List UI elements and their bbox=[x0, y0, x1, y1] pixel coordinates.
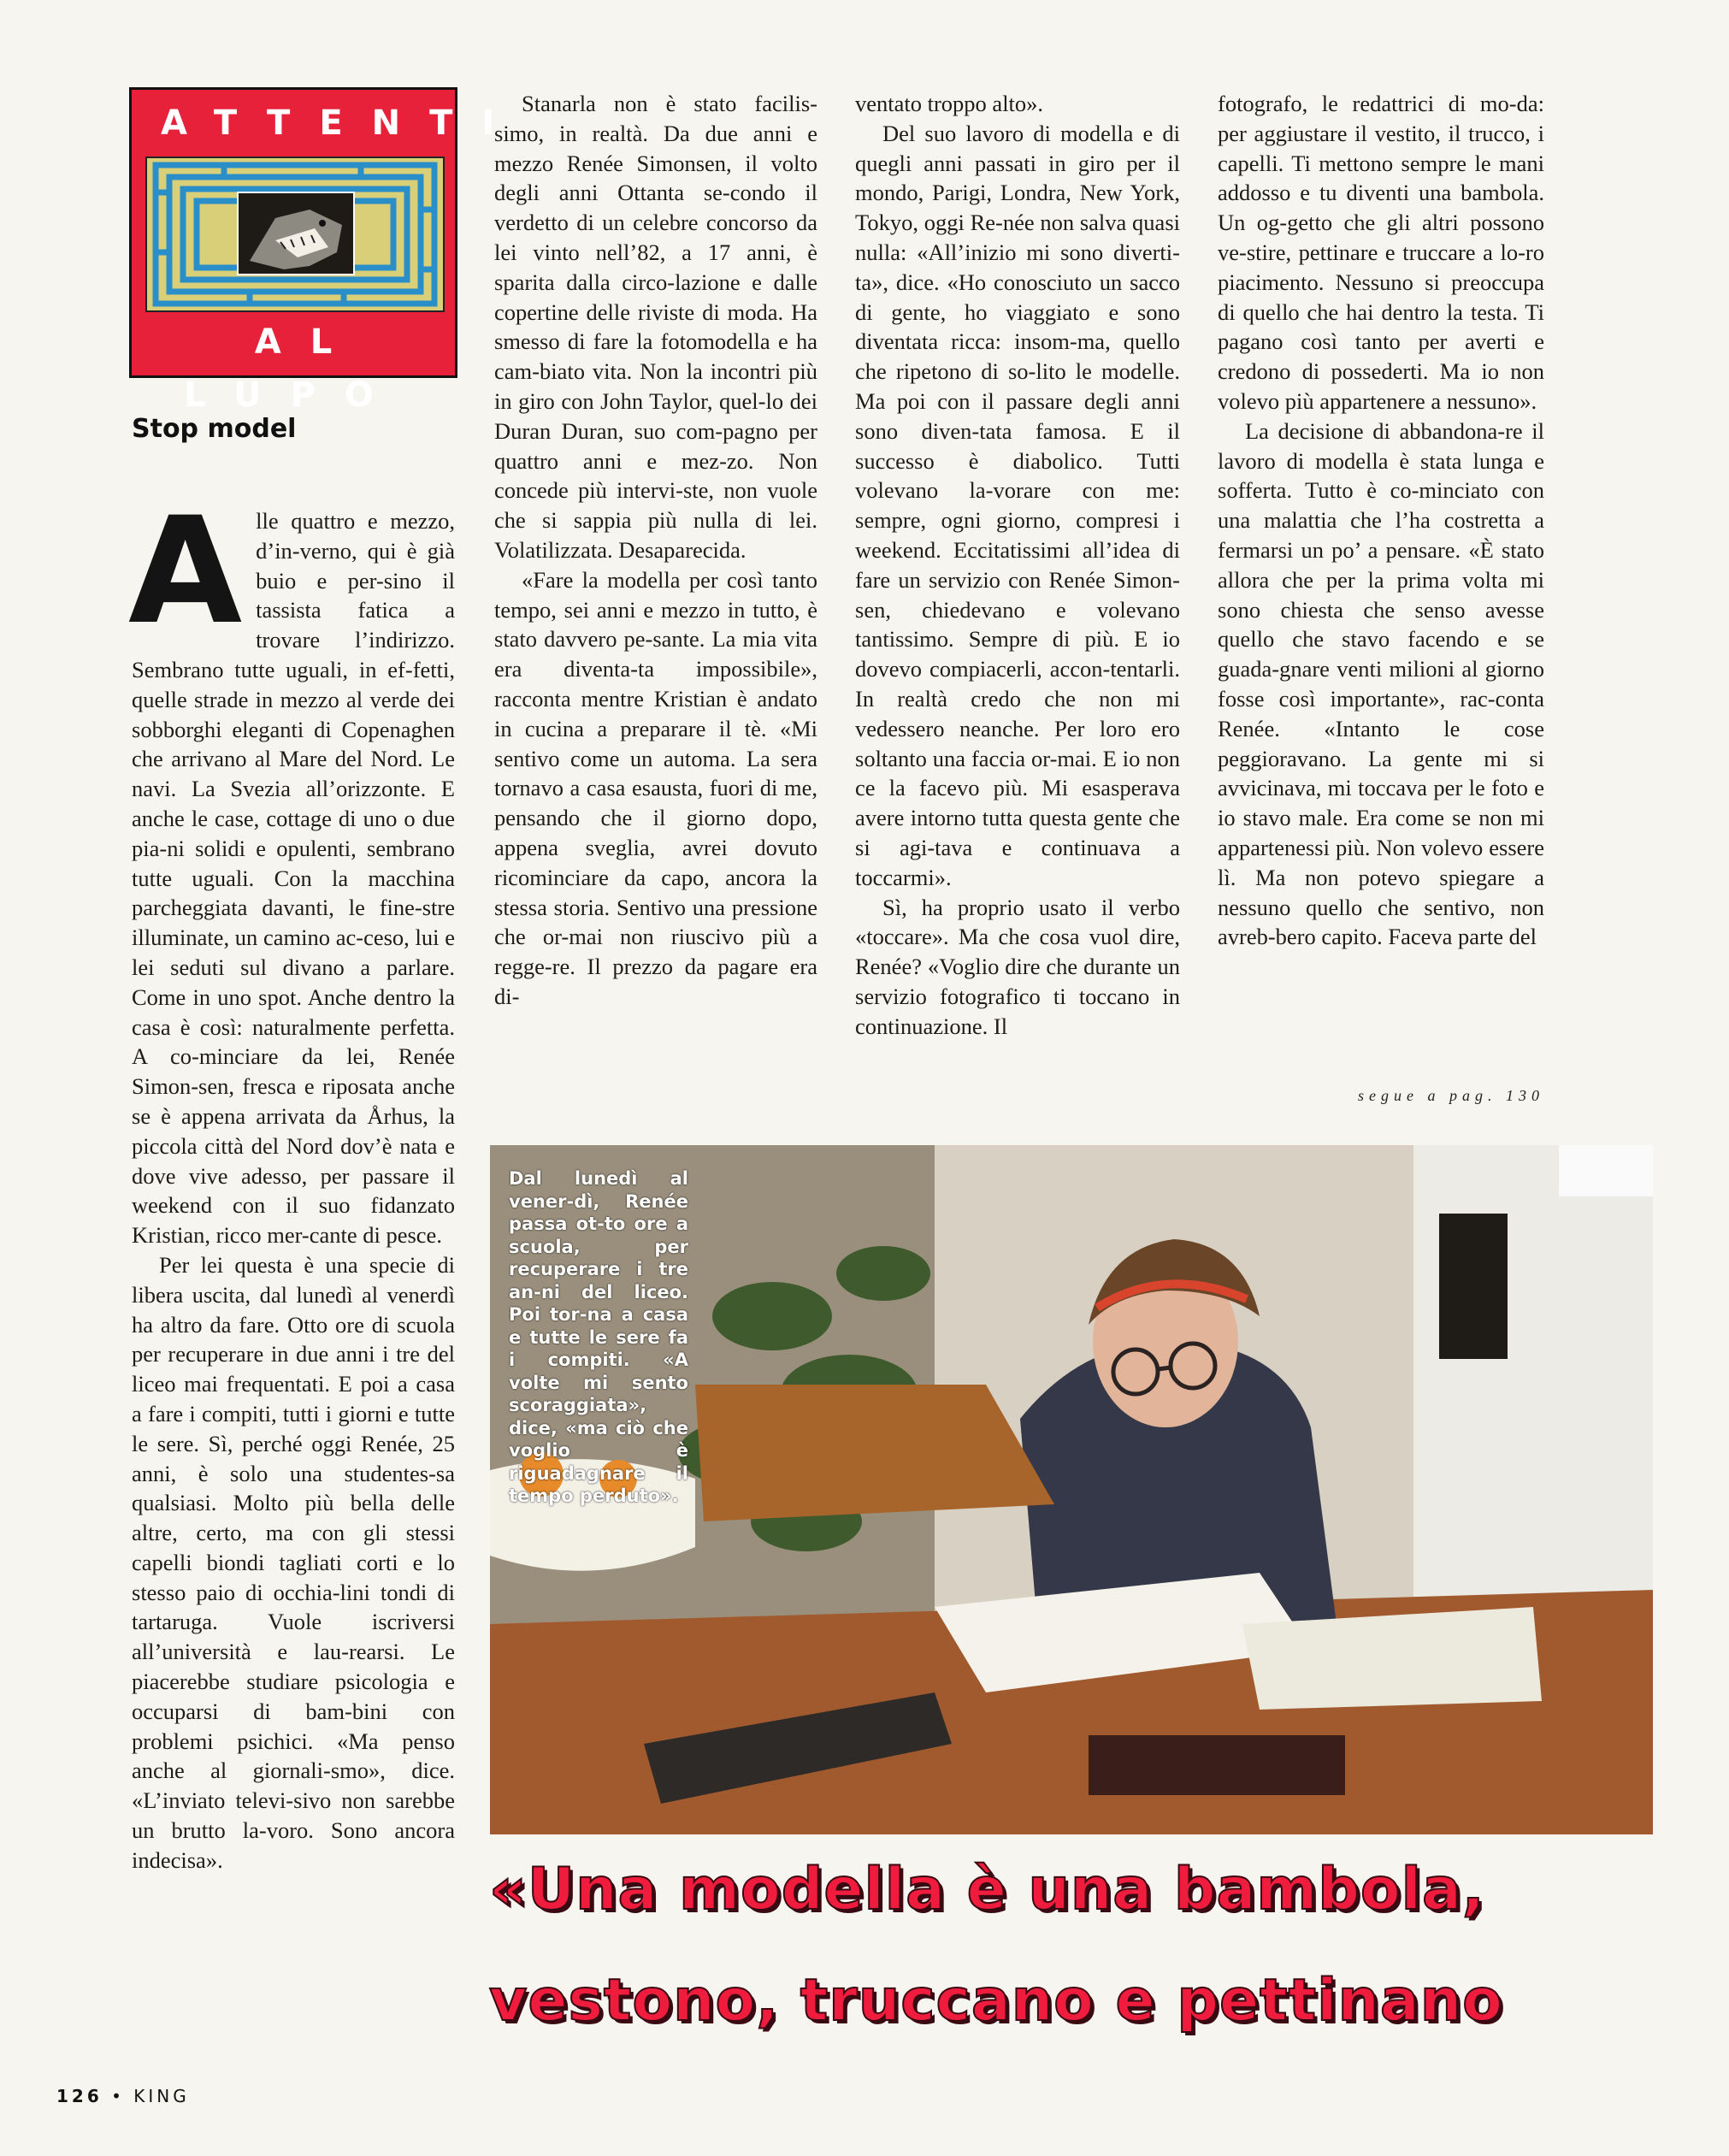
maze-illustration bbox=[145, 157, 445, 312]
page-folio bbox=[56, 2086, 190, 2106]
article-paragraph: ventato troppo alto». bbox=[855, 91, 1044, 116]
text-column-3 bbox=[855, 89, 1180, 1042]
rubric-title-top: ATTENTI bbox=[161, 103, 524, 143]
magazine-name: KING bbox=[133, 2086, 190, 2106]
article-subtitle: Stop model bbox=[132, 414, 297, 444]
article-paragraph: Stanarla non è stato facilis-simo, in realtà. Da due anni e mezzo Renée Simonsen, il volto degli anni Ottanta se-condo il verdetto di un celebre concorso da lei vinto nell’82, a 17 anni, è sparita dalla circo-lazione e dalle copertine delle riviste di moda. Ha smesso di fare la fotomodella e ha cam-biato vita. Non la incontri più in giro con John Taylor, quel-lo dei Duran Duran, suo com-pagno per quattro anni e mez-zo. Non concede più intervi-ste, non vuole che si sappia più nulla di lei. Volatilizzata. Desaparecida. bbox=[494, 91, 817, 563]
paragraph-text: lle quattro e mezzo, d’in-verno, qui è già buio e per-sino il tassista fatica a trovare l’indirizzo. Sembrano tutte uguali, in ef-fetti, quelle strade in mezzo al verde dei sobborghi eleganti di Copenaghen che arrivano al Mare del Nord. Le navi. La Svezia all’orizzonte. E anche le case, cottage di uno o due pia-ni solidi e opulenti, sembrano tutte uguali. Con la macchina parcheggiata davanti, le fine-stre illuminate, un camino ac-ceso, lui e lei seduti sul divano a parlare. Come in uno spot. Anche dentro la casa è così: naturalmente perfetta. A co-minciare da lei, Renée Simon-sen, fresca e riposata anche se è appena arrivata da Århus, la piccola città del Nord dov’è nata e dove vive adesso, per passare il weekend con il suo fidanzato Kristian, ricco mer-cante di pesce. bbox=[132, 508, 455, 1249]
photo-caption: Dal lunedì al vener-dì, Renée passa ot-to ore a scuola, per recuperare i tre an-ni del liceo. Poi tor-na a casa e tutte le sere fa i compiti. «A volte mi sento scoraggiata», dice, «ma ciò che voglio è riguadagnare il tempo perduto». bbox=[509, 1168, 688, 1506]
text-column-1 bbox=[128, 485, 455, 1875]
article-paragraph bbox=[128, 485, 455, 1250]
page-number: 126 bbox=[56, 2086, 103, 2106]
text-column-4 bbox=[1218, 89, 1544, 952]
article-paragraph: La decisione di abbandona-re il lavoro di modella è stata lunga e sofferta. Tutto è co-minciato con una malattia che l’ha costretta a fermarsi un po’ a pensare. «È stato allora che per la prima volta mi sono chiesta che senso avesse quello che stavo facendo e se guada-gnare venti milioni al giorno fosse così importante», rac-conta Renée. «Intanto le cose peggioravano. La gente mi si avvicinava, mi toccava per le foto e io stavo male. Era come se non mi appartenessi più. Non volevo essere lì. Ma non potevo spiegare a nessuno quello che sentivo, non avreb-bero capito. Faceva parte del bbox=[1218, 417, 1544, 950]
article-paragraph: «Fare la modella per così tanto tempo, sei anni e mezzo in tutto, è stato davvero pe-sante. La mia vita era diventa-ta impossibile», racconta mentre Kristian è andato in cucina a preparare il tè. «Mi sentivo come un automa. La sera tornavo a casa esausta, fuori di me, pensando che il giorno dopo, appena sveglia, avrei dovuto ricominciare da capo, ancora la stessa storia. Sentivo una pressione che or-mai non riuscivo più a regge-re. Il prezzo da pagare era di- bbox=[494, 566, 817, 1009]
pull-quote-line-2: vestono, truccano e pettinano bbox=[489, 1967, 1503, 2035]
rubric-box bbox=[129, 87, 524, 415]
article-paragraph: Sì, ha proprio usato il verbo «toccare». Ma che cosa vuol dire, Renée? «Voglio dire che durante un servizio fotografico ti toccano in continuazione. Il bbox=[855, 894, 1180, 1039]
rubric-title-bottom: AL LUPO bbox=[184, 322, 403, 415]
article-paragraph: Per lei questa è una specie di libera uscita, dal lunedì al venerdì ha altro da fare. Otto ore di scuola per recuperare in due anni i tre del liceo mai frequentati. E poi a casa a fare i compiti, tutti i giorni e tutte le sere. Sì, perché oggi Renée, 25 anni, è solo una studentes-sa qualsiasi. Molto più bella delle altre, certo, ma con gli stessi capelli biondi tagliati corti e lo stesso paio di occhia-lini tondi di tartaruga. Vuole iscriversi all’università e lau-rearsi. Le piacerebbe studiare psicologia e occuparsi di bam-bini con problemi psichici. «Ma penso anche al giornali-smo», dice. «L’inviato televi-sivo non sarebbe un brutto la-voro. Sono ancora indecisa». bbox=[132, 1251, 455, 1873]
continued-on-page-note: segue a pag. 130 bbox=[1358, 1087, 1544, 1104]
article-paragraph: fotografo, le redattrici di mo-da: per aggiustare il vestito, il trucco, i capelli. Ti mettono sempre le mani addosso e tu diventi una bambola. Un og-getto che gli altri possono ve-stire, pettinare e truccare a lo-ro piacimento. Nessuno si preoccupa di quello che hai dentro la testa. Ti pagano così tanto per averti e credono di possederti. Ma io non volevo più appartenere a nessuno». bbox=[1218, 91, 1544, 414]
article-paragraph: Del suo lavoro di modella e di quegli anni passati in giro per il mondo, Parigi, Londra, New York, Tokyo, oggi Re-née non salva quasi nulla: «All’inizio mi sono diverti-ta», dice. «Ho conosciuto un sacco di gente, ho viaggiato e sono diventata ricca: insom-ma, quello che ripetono di so-lito le modelle. Ma poi con il passare degli anni sono diven-tata famosa. E il successo è diabolico. Tutti volevano la-vorare con me: sempre, ogni giorno, compresi i weekend. Eccitatissimi all’idea di fare un servizio con Renée Simon-sen, chiedevano e volevano tantissimo. Sempre di più. E io dovevo compiacerli, accon-tentarli. In realtà credo che non mi vedessero neanche. Per loro ero soltanto una faccia or-mai. E io non ce la facevo più. Mi esasperava avere intorno tutta questa gente che si agi-tava e continuava a toccarmi». bbox=[855, 120, 1180, 890]
text-column-2 bbox=[494, 89, 817, 1012]
pull-quote-line-1: «Una modella è una bambola, bbox=[489, 1856, 1485, 1923]
drop-cap: A bbox=[128, 485, 243, 657]
folio-separator: • bbox=[111, 2086, 125, 2106]
article-photo bbox=[490, 1145, 1653, 1834]
